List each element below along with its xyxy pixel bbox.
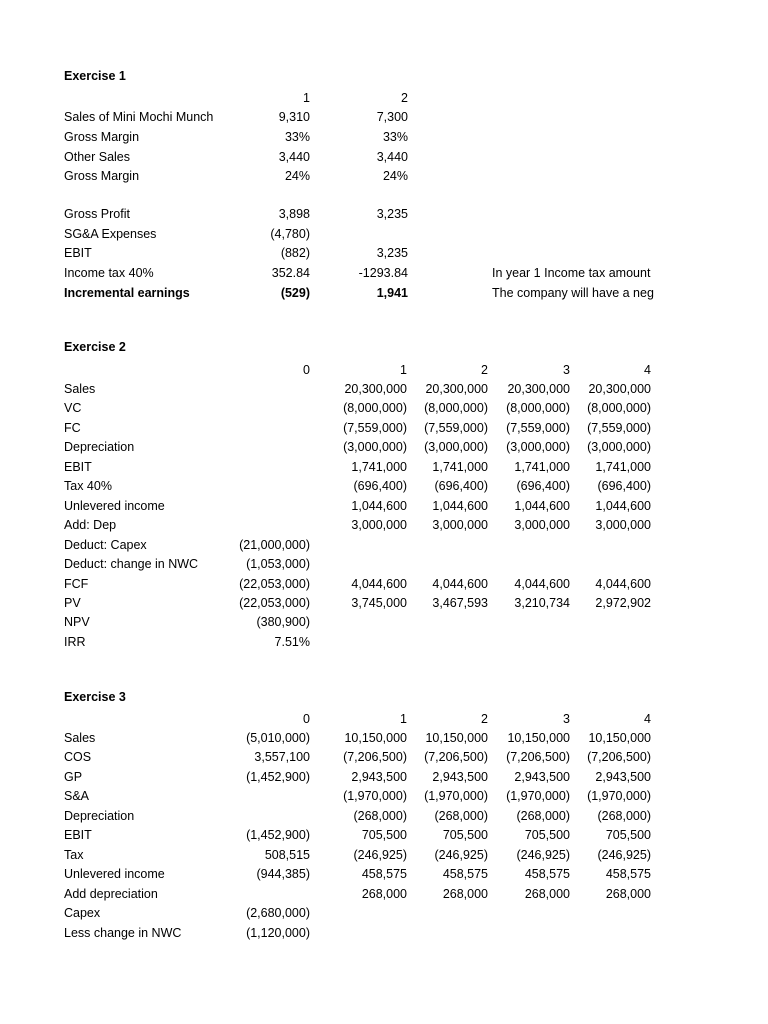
ex2-cell: 4,044,600 bbox=[351, 576, 407, 591]
ex3-cell: 3,557,100 bbox=[254, 750, 310, 765]
ex1-label: Incremental earnings bbox=[64, 286, 190, 300]
ex2-cell: (7,559,000) bbox=[506, 420, 570, 435]
ex3-cell: (7,206,500) bbox=[506, 750, 570, 765]
ex2-cell: (8,000,000) bbox=[506, 401, 570, 416]
ex3-cell: (1,970,000) bbox=[506, 789, 570, 804]
ex1-row-incremental-earnings bbox=[0, 283, 768, 303]
ex1-cell: 3,440 bbox=[278, 150, 310, 164]
ex2-cell: (696,400) bbox=[353, 479, 407, 494]
ex3-cell: (944,385) bbox=[256, 867, 310, 882]
ex2-cell: 4,044,600 bbox=[595, 576, 651, 591]
ex2-cell: 3,210,734 bbox=[514, 595, 570, 610]
ex2-cell: (7,559,000) bbox=[424, 420, 488, 435]
ex3-year: 2 bbox=[481, 712, 488, 726]
ex3-year-header bbox=[0, 709, 768, 729]
ex3-cell: (2,680,000) bbox=[246, 906, 310, 921]
ex2-table-row bbox=[0, 612, 768, 632]
ex1-year-2: 2 bbox=[401, 91, 408, 105]
ex3-cell: 458,575 bbox=[605, 867, 651, 882]
ex1-row-other-sales bbox=[0, 147, 768, 167]
ex2-table-row bbox=[0, 632, 768, 652]
ex2-cell: (8,000,000) bbox=[343, 401, 407, 416]
ex3-cell: (1,970,000) bbox=[424, 789, 488, 804]
ex1-cell: 3,898 bbox=[278, 207, 310, 221]
ex3-cell: 268,000 bbox=[361, 886, 407, 901]
ex3-row-label: Less change in NWC bbox=[64, 925, 182, 940]
ex3-table-row bbox=[0, 923, 768, 943]
ex1-year-1: 1 bbox=[303, 91, 310, 105]
ex2-cell: (7,559,000) bbox=[343, 420, 407, 435]
ex3-year: 3 bbox=[563, 712, 570, 726]
ex3-cell: (246,925) bbox=[597, 847, 651, 862]
ex3-row-label: Tax bbox=[64, 847, 84, 862]
ex3-table-row bbox=[0, 864, 768, 884]
ex2-cell: (380,900) bbox=[256, 615, 310, 630]
ex3-cell: 10,150,000 bbox=[507, 731, 570, 745]
ex2-row-label: Depreciation bbox=[64, 440, 135, 455]
ex3-cell: 705,500 bbox=[361, 828, 407, 843]
ex2-cell: 3,000,000 bbox=[595, 518, 651, 533]
ex3-cell: (246,925) bbox=[516, 847, 570, 862]
ex3-row-label: Depreciation bbox=[64, 808, 135, 823]
ex2-year: 3 bbox=[563, 363, 570, 377]
ex2-cell: (22,053,000) bbox=[239, 576, 310, 591]
ex2-cell: (8,000,000) bbox=[424, 401, 488, 416]
ex2-table-row bbox=[0, 437, 768, 457]
ex1-cell: -1293.84 bbox=[358, 266, 408, 280]
ex1-row-sga bbox=[0, 224, 768, 244]
ex2-cell: 1,044,600 bbox=[595, 498, 651, 513]
ex3-row-label: Sales bbox=[64, 731, 96, 745]
ex3-row-label: COS bbox=[64, 750, 92, 765]
ex3-row-label: Capex bbox=[64, 906, 101, 921]
ex2-cell: (696,400) bbox=[597, 479, 651, 494]
ex3-cell: 705,500 bbox=[605, 828, 651, 843]
ex3-cell: 705,500 bbox=[442, 828, 488, 843]
ex2-year: 1 bbox=[400, 363, 407, 377]
ex2-cell: 2,972,902 bbox=[595, 595, 651, 610]
ex1-cell: 352.84 bbox=[271, 266, 310, 280]
ex2-cell: 20,300,000 bbox=[507, 382, 570, 396]
ex1-cell: 3,235 bbox=[376, 246, 408, 260]
ex3-cell: (1,120,000) bbox=[246, 925, 310, 940]
ex2-cell: 3,000,000 bbox=[351, 518, 407, 533]
ex2-row-label: Tax 40% bbox=[64, 479, 112, 494]
ex1-cell: 24% bbox=[382, 169, 408, 183]
ex2-cell: (22,053,000) bbox=[239, 595, 310, 610]
ex1-year-header bbox=[0, 88, 768, 108]
ex2-row-label: Sales bbox=[64, 382, 96, 396]
ex2-cell: (21,000,000) bbox=[239, 537, 310, 552]
ex3-cell: (268,000) bbox=[434, 808, 488, 823]
ex3-table-row bbox=[0, 728, 768, 748]
ex3-table-row bbox=[0, 806, 768, 826]
ex1-row-gross-margin-1 bbox=[0, 127, 768, 147]
ex2-cell: (3,000,000) bbox=[506, 440, 570, 455]
ex1-label: Sales of Mini Mochi Munch bbox=[64, 110, 214, 124]
ex2-table-row bbox=[0, 554, 768, 574]
ex3-cell: (1,452,900) bbox=[246, 769, 310, 784]
ex3-cell: (1,970,000) bbox=[587, 789, 651, 804]
ex3-cell: 458,575 bbox=[361, 867, 407, 882]
ex2-row-label: IRR bbox=[64, 634, 86, 649]
exercise-3-title: Exercise 3 bbox=[64, 690, 126, 704]
ex2-cell: 1,741,000 bbox=[514, 459, 570, 474]
ex3-cell: (268,000) bbox=[353, 808, 407, 823]
ex1-row-sales-mochi bbox=[0, 107, 768, 127]
ex1-label: Other Sales bbox=[64, 150, 131, 164]
ex3-row-label: GP bbox=[64, 769, 83, 784]
ex1-cell: (4,780) bbox=[270, 227, 310, 241]
ex3-cell: (7,206,500) bbox=[587, 750, 651, 765]
ex2-cell: 4,044,600 bbox=[514, 576, 570, 591]
ex1-cell: 33% bbox=[284, 130, 310, 144]
ex2-cell: (7,559,000) bbox=[587, 420, 651, 435]
ex2-row-label: VC bbox=[64, 401, 82, 416]
ex2-table-row bbox=[0, 593, 768, 613]
ex1-note-negative: The company will have a neg bbox=[492, 286, 654, 300]
ex1-cell: 9,310 bbox=[278, 110, 310, 124]
ex1-cell: 7,300 bbox=[376, 110, 408, 124]
ex2-row-label: FC bbox=[64, 420, 81, 435]
ex3-cell: 458,575 bbox=[524, 867, 570, 882]
ex3-cell: 508,515 bbox=[264, 847, 310, 862]
ex1-label: Gross Profit bbox=[64, 207, 130, 221]
ex2-table-row bbox=[0, 476, 768, 496]
ex3-row-label: EBIT bbox=[64, 828, 92, 843]
ex3-year: 1 bbox=[400, 712, 407, 726]
ex2-year-header bbox=[0, 360, 768, 380]
ex2-row-label: EBIT bbox=[64, 459, 92, 474]
ex1-cell: (882) bbox=[280, 246, 310, 260]
ex3-table-row bbox=[0, 903, 768, 923]
ex2-cell: 4,044,600 bbox=[432, 576, 488, 591]
ex3-cell: 2,943,500 bbox=[432, 769, 488, 784]
ex3-cell: 458,575 bbox=[442, 867, 488, 882]
ex3-table-row bbox=[0, 845, 768, 865]
ex3-row-label: Add depreciation bbox=[64, 886, 158, 901]
ex2-cell: 3,000,000 bbox=[432, 518, 488, 533]
ex3-cell: 268,000 bbox=[605, 886, 651, 901]
ex2-cell: 20,300,000 bbox=[344, 382, 407, 396]
ex3-cell: 2,943,500 bbox=[514, 769, 570, 784]
ex2-table-row bbox=[0, 574, 768, 594]
ex1-cell: 24% bbox=[284, 169, 310, 183]
ex2-cell: 3,000,000 bbox=[514, 518, 570, 533]
ex2-row-label: NPV bbox=[64, 615, 90, 630]
ex2-row-label: PV bbox=[64, 595, 81, 610]
ex3-cell: (1,970,000) bbox=[343, 789, 407, 804]
ex2-cell: 1,741,000 bbox=[432, 459, 488, 474]
ex1-label: Income tax 40% bbox=[64, 266, 154, 280]
ex2-table-row bbox=[0, 457, 768, 477]
ex3-cell: 10,150,000 bbox=[425, 731, 488, 745]
ex3-year: 0 bbox=[303, 712, 310, 726]
ex1-label: EBIT bbox=[64, 246, 92, 260]
ex2-table-row bbox=[0, 398, 768, 418]
ex2-cell: 7.51% bbox=[274, 634, 310, 649]
ex2-cell: (696,400) bbox=[434, 479, 488, 494]
ex2-cell: (1,053,000) bbox=[246, 557, 310, 572]
ex2-cell: 3,467,593 bbox=[432, 595, 488, 610]
ex2-cell: (3,000,000) bbox=[587, 440, 651, 455]
ex3-cell: (5,010,000) bbox=[246, 731, 310, 745]
ex3-cell: 2,943,500 bbox=[595, 769, 651, 784]
ex2-row-label: Deduct: Capex bbox=[64, 537, 147, 552]
ex2-cell: (8,000,000) bbox=[587, 401, 651, 416]
ex3-cell: 268,000 bbox=[524, 886, 570, 901]
ex2-table-row bbox=[0, 418, 768, 438]
ex1-label: Gross Margin bbox=[64, 169, 140, 183]
ex3-table-row bbox=[0, 767, 768, 787]
ex1-label: SG&A Expenses bbox=[64, 227, 157, 241]
ex2-table-row bbox=[0, 496, 768, 516]
ex3-cell: 10,150,000 bbox=[344, 731, 407, 745]
ex2-row-label: FCF bbox=[64, 576, 89, 591]
ex1-cell: 33% bbox=[382, 130, 408, 144]
ex3-cell: (7,206,500) bbox=[424, 750, 488, 765]
ex2-cell: 1,044,600 bbox=[432, 498, 488, 513]
ex3-cell: (268,000) bbox=[597, 808, 651, 823]
ex2-cell: (3,000,000) bbox=[343, 440, 407, 455]
ex3-row-label: S&A bbox=[64, 789, 90, 804]
ex1-cell: 3,235 bbox=[376, 207, 408, 221]
ex1-row-gross-margin-2 bbox=[0, 166, 768, 186]
exercise-1-title: Exercise 1 bbox=[64, 69, 126, 83]
ex3-cell: (1,452,900) bbox=[246, 828, 310, 843]
ex1-label: Gross Margin bbox=[64, 130, 140, 144]
ex3-cell: 10,150,000 bbox=[588, 731, 651, 745]
ex3-cell: 268,000 bbox=[442, 886, 488, 901]
ex1-cell: 3,440 bbox=[376, 150, 408, 164]
ex3-table-row bbox=[0, 884, 768, 904]
ex2-cell: (696,400) bbox=[516, 479, 570, 494]
ex3-table-row bbox=[0, 786, 768, 806]
ex1-cell: 1,941 bbox=[376, 286, 408, 300]
ex3-cell: 2,943,500 bbox=[351, 769, 407, 784]
ex2-cell: 20,300,000 bbox=[588, 382, 651, 396]
ex1-note-income-tax: In year 1 Income tax amount bbox=[492, 266, 651, 280]
ex2-cell: 1,741,000 bbox=[595, 459, 651, 474]
ex3-cell: (246,925) bbox=[434, 847, 488, 862]
ex1-row-ebit bbox=[0, 243, 768, 263]
ex3-cell: 705,500 bbox=[524, 828, 570, 843]
exercise-2-title: Exercise 2 bbox=[64, 340, 126, 354]
ex3-year: 4 bbox=[644, 712, 651, 726]
ex2-cell: 1,044,600 bbox=[351, 498, 407, 513]
ex3-table-row bbox=[0, 825, 768, 845]
ex2-cell: 1,044,600 bbox=[514, 498, 570, 513]
ex2-year: 2 bbox=[481, 363, 488, 377]
ex1-row-gross-profit bbox=[0, 204, 768, 224]
ex2-table-row bbox=[0, 379, 768, 399]
ex2-year: 0 bbox=[303, 363, 310, 377]
ex3-cell: (246,925) bbox=[353, 847, 407, 862]
ex2-row-label: Unlevered income bbox=[64, 498, 165, 513]
ex2-cell: 1,741,000 bbox=[351, 459, 407, 474]
ex2-cell: (3,000,000) bbox=[424, 440, 488, 455]
ex3-table-row bbox=[0, 747, 768, 767]
ex3-cell: (268,000) bbox=[516, 808, 570, 823]
ex2-table-row bbox=[0, 535, 768, 555]
ex3-row-label: Unlevered income bbox=[64, 867, 165, 882]
ex2-cell: 20,300,000 bbox=[425, 382, 488, 396]
ex2-row-label: Add: Dep bbox=[64, 518, 117, 533]
ex2-cell: 3,745,000 bbox=[351, 595, 407, 610]
ex1-cell: (529) bbox=[280, 286, 310, 300]
ex2-table-row bbox=[0, 515, 768, 535]
ex2-row-label: Deduct: change in NWC bbox=[64, 557, 199, 572]
ex2-year: 4 bbox=[644, 363, 651, 377]
ex1-row-income-tax bbox=[0, 263, 768, 283]
ex3-cell: (7,206,500) bbox=[343, 750, 407, 765]
